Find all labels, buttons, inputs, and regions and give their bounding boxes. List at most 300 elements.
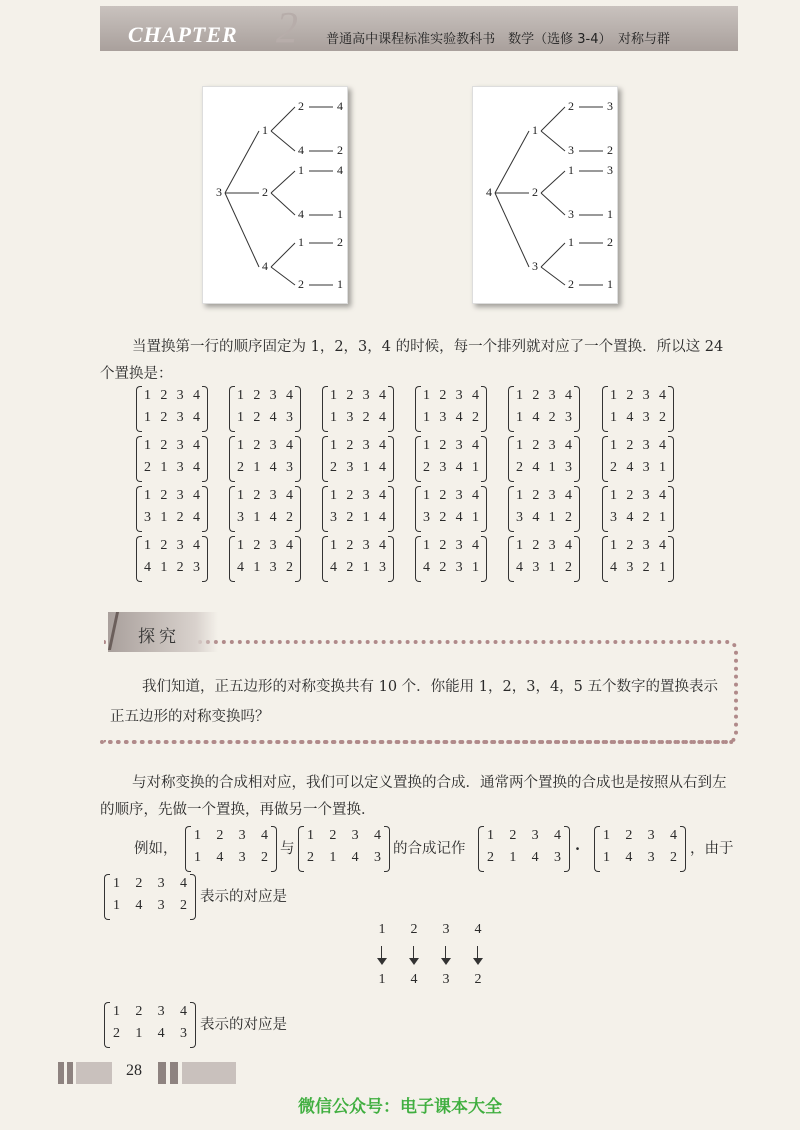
matrix-entry: 4 — [625, 850, 633, 865]
matrix-entry: 2 — [423, 460, 430, 475]
matrix-entry: 4 — [564, 538, 572, 553]
matrix-entry: 1 — [144, 438, 151, 453]
matrix-entry: 4 — [216, 850, 224, 865]
matrix-entry: 2 — [330, 460, 337, 475]
matrix-entry: 4 — [531, 850, 539, 865]
matrix-entry: 3 — [362, 388, 370, 403]
matrix-bottom-row — [237, 460, 293, 476]
tree-right-svg — [473, 87, 617, 303]
matrix-entry: 3 — [455, 560, 463, 575]
matrix-bottom-row — [237, 410, 293, 426]
matrix-entry: 4 — [626, 510, 634, 525]
matrix-entry: 2 — [285, 560, 293, 575]
matrix-entry: 2 — [439, 388, 447, 403]
matrix-top-row — [516, 538, 572, 554]
matrix-entry: 2 — [625, 828, 633, 843]
matrix-entry: 1 — [330, 388, 337, 403]
matrix-top-row — [330, 388, 386, 404]
permutation-matrix — [602, 536, 674, 582]
matrix-entry: 3 — [564, 460, 572, 475]
permutation-matrix — [229, 536, 301, 582]
matrix-entry: 4 — [455, 410, 463, 425]
footer-bar — [158, 1062, 166, 1084]
matrix-entry: 1 — [516, 438, 523, 453]
matrix-bottom-row — [423, 510, 479, 526]
matrix-entry: 3 — [238, 850, 246, 865]
matrix-entry: 1 — [423, 438, 430, 453]
bracket-right — [202, 536, 208, 582]
matrix-entry: 3 — [548, 488, 556, 503]
matrix-entry: 2 — [532, 388, 540, 403]
matrix-entry: 1 — [603, 850, 610, 865]
matrix-entry: 2 — [253, 410, 261, 425]
bracket-right — [295, 436, 301, 482]
explore-header — [108, 612, 218, 652]
bracket-right — [481, 536, 487, 582]
matrix-entry: 4 — [532, 460, 540, 475]
bracket-right — [388, 536, 394, 582]
matrix-entry: 1 — [471, 560, 479, 575]
matrix-entry: 2 — [113, 1026, 120, 1041]
bracket-right — [202, 486, 208, 532]
matrix-top-row — [516, 438, 572, 454]
matrix-entry: 4 — [471, 538, 479, 553]
explore-body: 我们知道，正五边形的对称变换共有 10 个．你能用 1，2，3，4，5 五个数字的置换表示正五边形的对称变换吗？ — [110, 679, 719, 725]
matrix-entry: 4 — [564, 388, 572, 403]
matrix-entry: 3 — [157, 898, 165, 913]
matrix-entry: 1 — [658, 460, 666, 475]
matrix-represents-a — [104, 874, 196, 920]
tree-edge — [271, 193, 295, 215]
bracket-left — [229, 436, 235, 482]
matrix-entry: 2 — [253, 438, 261, 453]
matrix-entry: 2 — [329, 828, 337, 843]
since-word: ，由于 — [690, 841, 734, 857]
matrix-entry: 3 — [346, 460, 354, 475]
matrix-entry: 2 — [176, 510, 184, 525]
matrix-entry: 2 — [626, 538, 634, 553]
matrix-entry: 1 — [194, 850, 201, 865]
matrix-entry: 2 — [346, 538, 354, 553]
bracket-left — [508, 486, 514, 532]
matrix-entry: 3 — [455, 388, 463, 403]
bracket-left — [602, 536, 608, 582]
matrix-entry: 4 — [669, 828, 677, 843]
matrix-top-row — [113, 1004, 187, 1020]
matrix-entry: 4 — [626, 460, 634, 475]
matrix-entry: 4 — [610, 560, 617, 575]
matrix-entry: 1 — [237, 438, 244, 453]
tree-right-leaf: 3 — [568, 206, 574, 221]
matrix-entry: 1 — [471, 460, 479, 475]
matrix-entry: 4 — [378, 388, 386, 403]
matrix-entry: 3 — [647, 828, 655, 843]
tree-edge — [271, 171, 295, 193]
matrix-entry: 4 — [626, 410, 634, 425]
matrix-entry: 4 — [269, 510, 277, 525]
bracket-left — [508, 536, 514, 582]
matrix-entry: 3 — [238, 828, 246, 843]
bracket-right — [295, 386, 301, 432]
matrix-entry: 4 — [192, 488, 200, 503]
bracket-right — [574, 486, 580, 532]
permutation-matrix — [602, 386, 674, 432]
matrix-entry: 3 — [642, 488, 650, 503]
matrix-bottom-row — [144, 510, 200, 526]
matrix-entry: 3 — [346, 410, 354, 425]
matrix-entry: 1 — [610, 410, 617, 425]
matrix-entry: 1 — [237, 388, 244, 403]
mapping-column — [436, 922, 456, 987]
matrix-entry: 1 — [362, 560, 370, 575]
matrix-entry: 4 — [285, 538, 293, 553]
matrix-entry: 2 — [439, 510, 447, 525]
tree-right-leaf: 2 — [607, 234, 613, 249]
matrix-entry: 1 — [509, 850, 517, 865]
permutation-matrix — [136, 436, 208, 482]
tree-right-node: 3 — [532, 258, 538, 273]
matrix-top-row — [237, 488, 293, 504]
matrix-entry: 3 — [532, 560, 540, 575]
chapter-number: 2 — [276, 3, 298, 52]
matrix-entry: 1 — [160, 460, 168, 475]
matrix-entry: 1 — [194, 828, 201, 843]
bracket-left — [415, 536, 421, 582]
matrix-entry: 4 — [532, 510, 540, 525]
matrix-entry: 1 — [237, 410, 244, 425]
matrix-top-row — [423, 438, 479, 454]
matrix-entry: 1 — [160, 510, 168, 525]
matrix-entry: 4 — [192, 388, 200, 403]
bracket-left — [136, 486, 142, 532]
bracket-left — [602, 386, 608, 432]
matrix-entry: 1 — [330, 538, 337, 553]
matrix-entry: 2 — [439, 538, 447, 553]
matrix-entry: 2 — [642, 510, 650, 525]
matrix-composition-right — [594, 826, 686, 872]
matrix-top-row — [144, 538, 200, 554]
matrix-entry: 1 — [135, 1026, 143, 1041]
permutation-matrix — [415, 436, 487, 482]
matrix-entry: 4 — [658, 538, 666, 553]
tree-left-leaf: 1 — [337, 206, 343, 221]
tree-right-leaf: 3 — [607, 162, 613, 177]
matrix-entry: 3 — [237, 510, 244, 525]
mapping-source: 4 — [474, 922, 482, 937]
matrix-entry: 2 — [642, 560, 650, 575]
matrix-bottom-row — [330, 460, 386, 476]
matrix-entry: 3 — [285, 410, 293, 425]
matrix-entry: 1 — [423, 410, 430, 425]
matrix-entry: 1 — [144, 488, 151, 503]
bracket-left — [415, 436, 421, 482]
bracket-right — [668, 386, 674, 432]
matrix-top-row — [237, 538, 293, 554]
bracket-left — [104, 1002, 110, 1048]
bracket-right — [574, 436, 580, 482]
tree-right-leaf: 1 — [607, 206, 613, 221]
bracket-left — [136, 536, 142, 582]
matrix-entry: 2 — [253, 488, 261, 503]
matrix-top-row — [423, 488, 479, 504]
matrix-entry: 4 — [373, 828, 381, 843]
matrix-entry: 4 — [378, 538, 386, 553]
matrix-entry: 2 — [160, 388, 168, 403]
matrix-top-row — [330, 538, 386, 554]
matrix-entry: 1 — [113, 876, 120, 891]
bracket-right — [388, 486, 394, 532]
matrix-composition-left — [478, 826, 570, 872]
matrix-entry: 1 — [658, 560, 666, 575]
tree-left-node: 1 — [262, 122, 268, 137]
permutation-matrix — [508, 386, 580, 432]
matrix-top-row — [610, 488, 666, 504]
matrix-entry: 2 — [237, 460, 244, 475]
matrix-entry: 3 — [531, 828, 539, 843]
matrix-entry: 1 — [329, 850, 337, 865]
bracket-right — [481, 386, 487, 432]
matrix-bottom-row — [237, 510, 293, 526]
mapping-target: 3 — [442, 972, 450, 987]
tree-left-leaf: 4 — [298, 206, 304, 221]
matrix-entry: 2 — [532, 488, 540, 503]
matrix-entry: 2 — [439, 560, 447, 575]
matrix-entry: 1 — [610, 388, 617, 403]
matrix-entry: 3 — [157, 876, 165, 891]
matrix-top-row — [487, 828, 561, 844]
bracket-left — [322, 486, 328, 532]
example-lead: 例如， — [134, 841, 178, 857]
matrix-bottom-row — [194, 850, 268, 866]
matrix-top-row — [113, 876, 187, 892]
matrix-bottom-row — [516, 410, 572, 426]
tree-right-leaf: 2 — [568, 276, 574, 291]
matrix-entry: 1 — [113, 898, 120, 913]
matrix-entry: 2 — [253, 388, 261, 403]
footer-bar — [182, 1062, 236, 1084]
matrix-top-row — [516, 488, 572, 504]
matrix-entry: 3 — [269, 488, 277, 503]
permutation-matrix — [136, 486, 208, 532]
matrix-top-row — [237, 438, 293, 454]
bracket-left — [136, 386, 142, 432]
matrix-bottom-row — [113, 1026, 187, 1042]
bracket-right — [574, 386, 580, 432]
matrix-bottom-row — [423, 560, 479, 576]
matrix-entry: 3 — [362, 538, 370, 553]
matrix-entry: 3 — [176, 388, 184, 403]
matrix-entry: 3 — [373, 850, 381, 865]
tree-right-leaf: 2 — [607, 142, 613, 157]
matrix-entry: 1 — [548, 560, 556, 575]
matrix-entry: 4 — [455, 510, 463, 525]
arrowhead-icon — [473, 958, 483, 965]
matrix-entry: 4 — [157, 1026, 165, 1041]
matrix-entry: 3 — [553, 850, 561, 865]
matrix-entry: 1 — [253, 560, 261, 575]
matrix-entry: 4 — [269, 460, 277, 475]
matrix-entry: 4 — [423, 560, 430, 575]
matrix-entry: 3 — [439, 410, 447, 425]
matrix-bottom-row — [330, 410, 386, 426]
matrix-entry: 4 — [564, 438, 572, 453]
matrix-entry: 2 — [253, 538, 261, 553]
matrix-entry: 2 — [346, 488, 354, 503]
matrix-entry: 3 — [330, 510, 337, 525]
tree-left-svg — [203, 87, 347, 303]
matrix-example-a — [185, 826, 277, 872]
bracket-left — [508, 386, 514, 432]
bracket-right — [564, 826, 570, 872]
matrix-entry: 4 — [532, 410, 540, 425]
matrix-entry: 3 — [176, 410, 184, 425]
mapping-target: 1 — [378, 972, 386, 987]
bracket-left — [415, 386, 421, 432]
matrix-entry: 2 — [658, 410, 666, 425]
matrix-top-row — [330, 488, 386, 504]
matrix-entry: 1 — [610, 538, 617, 553]
matrix-entry: 4 — [351, 850, 359, 865]
matrix-entry: 2 — [346, 388, 354, 403]
tree-right-leaf: 1 — [607, 276, 613, 291]
tree-right-root: 4 — [486, 184, 492, 199]
matrix-entry: 2 — [346, 560, 354, 575]
permutation-matrix — [508, 486, 580, 532]
matrix-entry: 3 — [642, 410, 650, 425]
matrix-entry: 3 — [516, 510, 523, 525]
matrix-entry: 1 — [471, 510, 479, 525]
matrix-entry: 2 — [439, 438, 447, 453]
matrix-entry: 3 — [642, 388, 650, 403]
bracket-left — [185, 826, 191, 872]
matrix-entry: 2 — [439, 488, 447, 503]
bracket-left — [594, 826, 600, 872]
matrix-entry: 4 — [285, 488, 293, 503]
tree-left-leaf: 2 — [337, 142, 343, 157]
matrix-entry: 2 — [160, 410, 168, 425]
tree-edge — [271, 267, 295, 285]
tree-left-node: 2 — [262, 184, 268, 199]
mapping-diagram — [372, 922, 500, 1002]
matrix-entry: 2 — [285, 510, 293, 525]
tree-left-root: 3 — [216, 184, 222, 199]
matrix-bottom-row — [516, 510, 572, 526]
matrix-entry: 2 — [626, 488, 634, 503]
matrix-entry: 3 — [564, 410, 572, 425]
compose-word: 的合成记作 — [393, 841, 466, 857]
permutation-matrix — [322, 486, 394, 532]
matrix-bottom-row — [516, 560, 572, 576]
matrix-bottom-row — [610, 410, 666, 426]
matrix-entry: 3 — [455, 438, 463, 453]
matrix-entry: 3 — [269, 560, 277, 575]
matrix-entry: 1 — [610, 488, 617, 503]
matrix-entry: 3 — [455, 488, 463, 503]
matrix-entry: 3 — [362, 438, 370, 453]
matrix-entry: 3 — [647, 850, 655, 865]
matrix-entry: 3 — [548, 438, 556, 453]
matrix-entry: 2 — [362, 410, 370, 425]
bracket-left — [478, 826, 484, 872]
bracket-right — [668, 436, 674, 482]
matrix-entry: 1 — [658, 510, 666, 525]
matrix-entry: 3 — [548, 388, 556, 403]
matrix-entry: 1 — [603, 828, 610, 843]
matrix-bottom-row — [144, 560, 200, 576]
bracket-right — [190, 1002, 196, 1048]
matrix-entry: 4 — [455, 460, 463, 475]
represents-text-2: 表示的对应是 — [200, 1017, 287, 1033]
matrix-bottom-row — [603, 850, 677, 866]
footer-bar — [76, 1062, 112, 1084]
page-header — [100, 3, 738, 52]
bracket-left — [104, 874, 110, 920]
matrix-entry: 3 — [192, 560, 200, 575]
bracket-left — [298, 826, 304, 872]
tree-right-leaf: 3 — [568, 142, 574, 157]
bracket-right — [388, 436, 394, 482]
matrix-entry: 3 — [439, 460, 447, 475]
matrix-entry: 3 — [269, 388, 277, 403]
matrix-represents-b — [104, 1002, 196, 1048]
tree-edge — [271, 243, 295, 267]
matrix-entry: 3 — [144, 510, 151, 525]
permutation-tree-root-3 — [202, 86, 348, 304]
tree-left-leaf: 1 — [298, 162, 304, 177]
permutation-matrix — [322, 436, 394, 482]
matrix-entry: 3 — [378, 560, 386, 575]
matrix-bottom-row — [610, 560, 666, 576]
bracket-left — [136, 436, 142, 482]
matrix-entry: 2 — [160, 438, 168, 453]
tree-edge — [541, 171, 565, 193]
matrix-entry: 4 — [237, 560, 244, 575]
bracket-right — [202, 386, 208, 432]
bracket-left — [602, 436, 608, 482]
tree-edge — [541, 243, 565, 267]
matrix-top-row — [237, 388, 293, 404]
matrix-top-row — [610, 388, 666, 404]
bracket-left — [415, 486, 421, 532]
matrix-entry: 3 — [157, 1004, 165, 1019]
permutation-matrix — [229, 486, 301, 532]
explore-title: 探究 — [138, 627, 180, 647]
matrix-entry: 2 — [144, 460, 151, 475]
footer-bar — [170, 1062, 178, 1084]
matrix-entry: 1 — [423, 538, 430, 553]
matrix-entry: 4 — [192, 410, 200, 425]
matrix-top-row — [144, 388, 200, 404]
matrix-bottom-row — [113, 898, 187, 914]
bracket-right — [271, 826, 277, 872]
bracket-right — [481, 436, 487, 482]
mapping-column — [404, 922, 424, 987]
matrix-entry: 2 — [135, 876, 143, 891]
matrix-entry: 3 — [626, 560, 634, 575]
tree-right-node: 1 — [532, 122, 538, 137]
matrix-top-row — [423, 388, 479, 404]
matrix-entry: 1 — [113, 1004, 120, 1019]
matrix-entry: 4 — [658, 488, 666, 503]
matrix-entry: 2 — [176, 560, 184, 575]
tree-left-leaf: 2 — [298, 276, 304, 291]
matrix-entry: 3 — [269, 438, 277, 453]
matrix-entry: 2 — [307, 850, 314, 865]
matrix-entry: 4 — [378, 488, 386, 503]
permutation-matrix — [602, 486, 674, 532]
matrix-top-row — [194, 828, 268, 844]
matrix-entry: 2 — [346, 510, 354, 525]
